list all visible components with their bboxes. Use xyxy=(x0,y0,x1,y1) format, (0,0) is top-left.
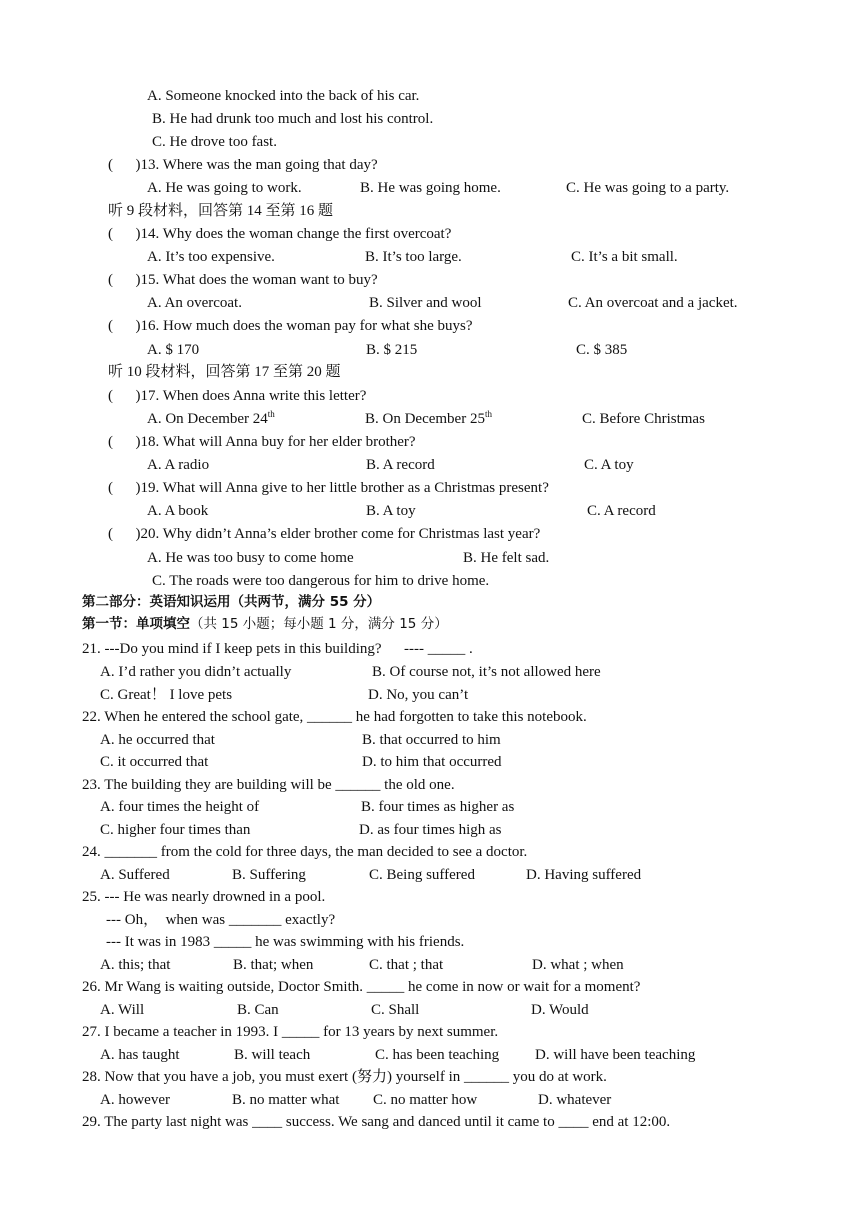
question-16: ( )16. How much does the woman pay for what she buys? xyxy=(108,318,473,334)
question-17: ( )17. When does Anna write this letter? xyxy=(108,388,367,404)
q24-option-d: D. Having suffered xyxy=(526,867,642,883)
question-13: ( )13. Where was the man going that day? xyxy=(108,157,378,173)
q24-option-a: A. Suffered xyxy=(100,867,170,883)
q12-option-c: C. He drove too fast. xyxy=(152,134,277,150)
q16-option-c: C. $ 385 xyxy=(576,342,628,358)
q23-option-b: B. four times as higher as xyxy=(361,799,515,815)
q16-option-a: A. $ 170 xyxy=(147,342,200,358)
q27-option-c: C. has been teaching xyxy=(375,1047,500,1063)
q21-option-c: C. Great！ I love pets xyxy=(100,687,233,703)
q19-option-c: C. A record xyxy=(587,503,656,519)
q15-option-b: B. Silver and wool xyxy=(369,295,482,311)
question-22: 22. When he entered the school gate, ______ he had forgotten to take this notebook. xyxy=(82,709,587,725)
question-23: 23. The building they are building will be ______ the old one. xyxy=(82,777,455,793)
q21-option-a: A. I’d rather you didn’t actually xyxy=(100,664,292,680)
q24-option-c: C. Being suffered xyxy=(369,867,475,883)
question-25: 25. --- He was nearly drowned in a pool. xyxy=(82,889,326,905)
q20-option-b: B. He felt sad. xyxy=(463,550,550,566)
q25-option-a: A. this; that xyxy=(100,957,171,973)
q26-option-d: D. Would xyxy=(531,1002,589,1018)
q26-option-a: A. Will xyxy=(100,1002,145,1018)
q18-option-c: C. A toy xyxy=(584,457,634,473)
q17-option-a: A. On December 24th xyxy=(147,409,275,427)
q27-option-a: A. has taught xyxy=(100,1047,180,1063)
q26-option-c: C. Shall xyxy=(371,1002,420,1018)
section-heading-10: 听 10 段材料，回答第 17 至第 20 题 xyxy=(108,364,341,380)
q21-option-d: D. No, you can’t xyxy=(368,687,469,703)
question-26: 26. Mr Wang is waiting outside, Doctor Smith. _____ he come in now or wait for a moment? xyxy=(82,979,641,995)
q28-option-a: A. however xyxy=(100,1092,170,1108)
q22-option-b: B. that occurred to him xyxy=(362,732,501,748)
q16-option-b: B. $ 215 xyxy=(366,342,418,358)
q19-option-a: A. A book xyxy=(147,503,209,519)
q12-option-b: B. He had drunk too much and lost his control. xyxy=(152,111,434,127)
q13-option-a: A. He was going to work. xyxy=(147,180,302,196)
q25-option-d: D. what ; when xyxy=(532,957,624,973)
q21-option-b: B. Of course not, it’s not allowed here xyxy=(372,664,601,680)
question-28: 28. Now that you have a job, you must exert (努力) yourself in ______ you do at work. xyxy=(82,1069,607,1085)
q28-option-b: B. no matter what xyxy=(232,1092,340,1108)
section-one-heading: 第一节：单项填空（共 15 小题；每小题 1 分，满分 15 分） xyxy=(82,616,448,632)
q22-option-c: C. it occurred that xyxy=(100,754,209,770)
q13-option-b: B. He was going home. xyxy=(360,180,501,196)
question-19: ( )19. What will Anna give to her little brother as a Christmas present? xyxy=(108,480,549,496)
q15-option-a: A. An overcoat. xyxy=(147,295,242,311)
q28-option-d: D. whatever xyxy=(538,1092,612,1108)
q23-option-c: C. higher four times than xyxy=(100,822,251,838)
q14-option-b: B. It’s too large. xyxy=(365,249,462,265)
q17-option-c: C. Before Christmas xyxy=(582,411,705,427)
question-27: 27. I became a teacher in 1993. I _____ for 13 years by next summer. xyxy=(82,1024,499,1040)
q26-option-b: B. Can xyxy=(237,1002,279,1018)
q27-option-d: D. will have been teaching xyxy=(535,1047,696,1063)
q14-option-c: C. It’s a bit small. xyxy=(571,249,678,265)
q25-dialog-line-3: --- It was in 1983 _____ he was swimming with his friends. xyxy=(106,934,465,950)
q14-option-a: A. It’s too expensive. xyxy=(147,249,275,265)
q20-option-c: C. The roads were too dangerous for him to drive home. xyxy=(152,573,490,589)
question-21: 21. ---Do you mind if I keep pets in this building? ---- _____ . xyxy=(82,641,473,657)
question-14: ( )14. Why does the woman change the first overcoat? xyxy=(108,226,452,242)
q25-dialog-line-2: --- Oh， when was _______ exactly? xyxy=(106,912,336,928)
q25-option-b: B. that; when xyxy=(233,957,314,973)
question-15: ( )15. What does the woman want to buy? xyxy=(108,272,378,288)
q20-option-a: A. He was too busy to come home xyxy=(147,550,354,566)
q25-option-c: C. that ; that xyxy=(369,957,444,973)
q15-option-c: C. An overcoat and a jacket. xyxy=(568,295,738,311)
q13-option-c: C. He was going to a party. xyxy=(566,180,730,196)
q18-option-b: B. A record xyxy=(366,457,435,473)
q28-option-c: C. no matter how xyxy=(373,1092,478,1108)
question-20: ( )20. Why didn’t Anna’s elder brother come for Christmas last year? xyxy=(108,526,541,542)
q23-option-d: D. as four times high as xyxy=(359,822,502,838)
q17-option-b: B. On December 25th xyxy=(365,409,492,427)
q27-option-b: B. will teach xyxy=(234,1047,311,1063)
part-two-heading: 第二部分：英语知识运用（共两节，满分 55 分） xyxy=(82,594,381,610)
question-29: 29. The party last night was ____ success. We sang and danced until it came to ____ end at 12:00. xyxy=(82,1114,671,1130)
question-18: ( )18. What will Anna buy for her elder brother? xyxy=(108,434,416,450)
q22-option-a: A. he occurred that xyxy=(100,732,215,748)
q22-option-d: D. to him that occurred xyxy=(362,754,502,770)
q23-option-a: A. four times the height of xyxy=(100,799,260,815)
section-heading-9: 听 9 段材料，回答第 14 至第 16 题 xyxy=(108,203,334,219)
q12-option-a: A. Someone knocked into the back of his car. xyxy=(147,88,420,104)
q18-option-a: A. A radio xyxy=(147,457,210,473)
q19-option-b: B. A toy xyxy=(366,503,416,519)
q24-option-b: B. Suffering xyxy=(232,867,306,883)
question-24: 24. _______ from the cold for three days, the man decided to see a doctor. xyxy=(82,844,528,860)
